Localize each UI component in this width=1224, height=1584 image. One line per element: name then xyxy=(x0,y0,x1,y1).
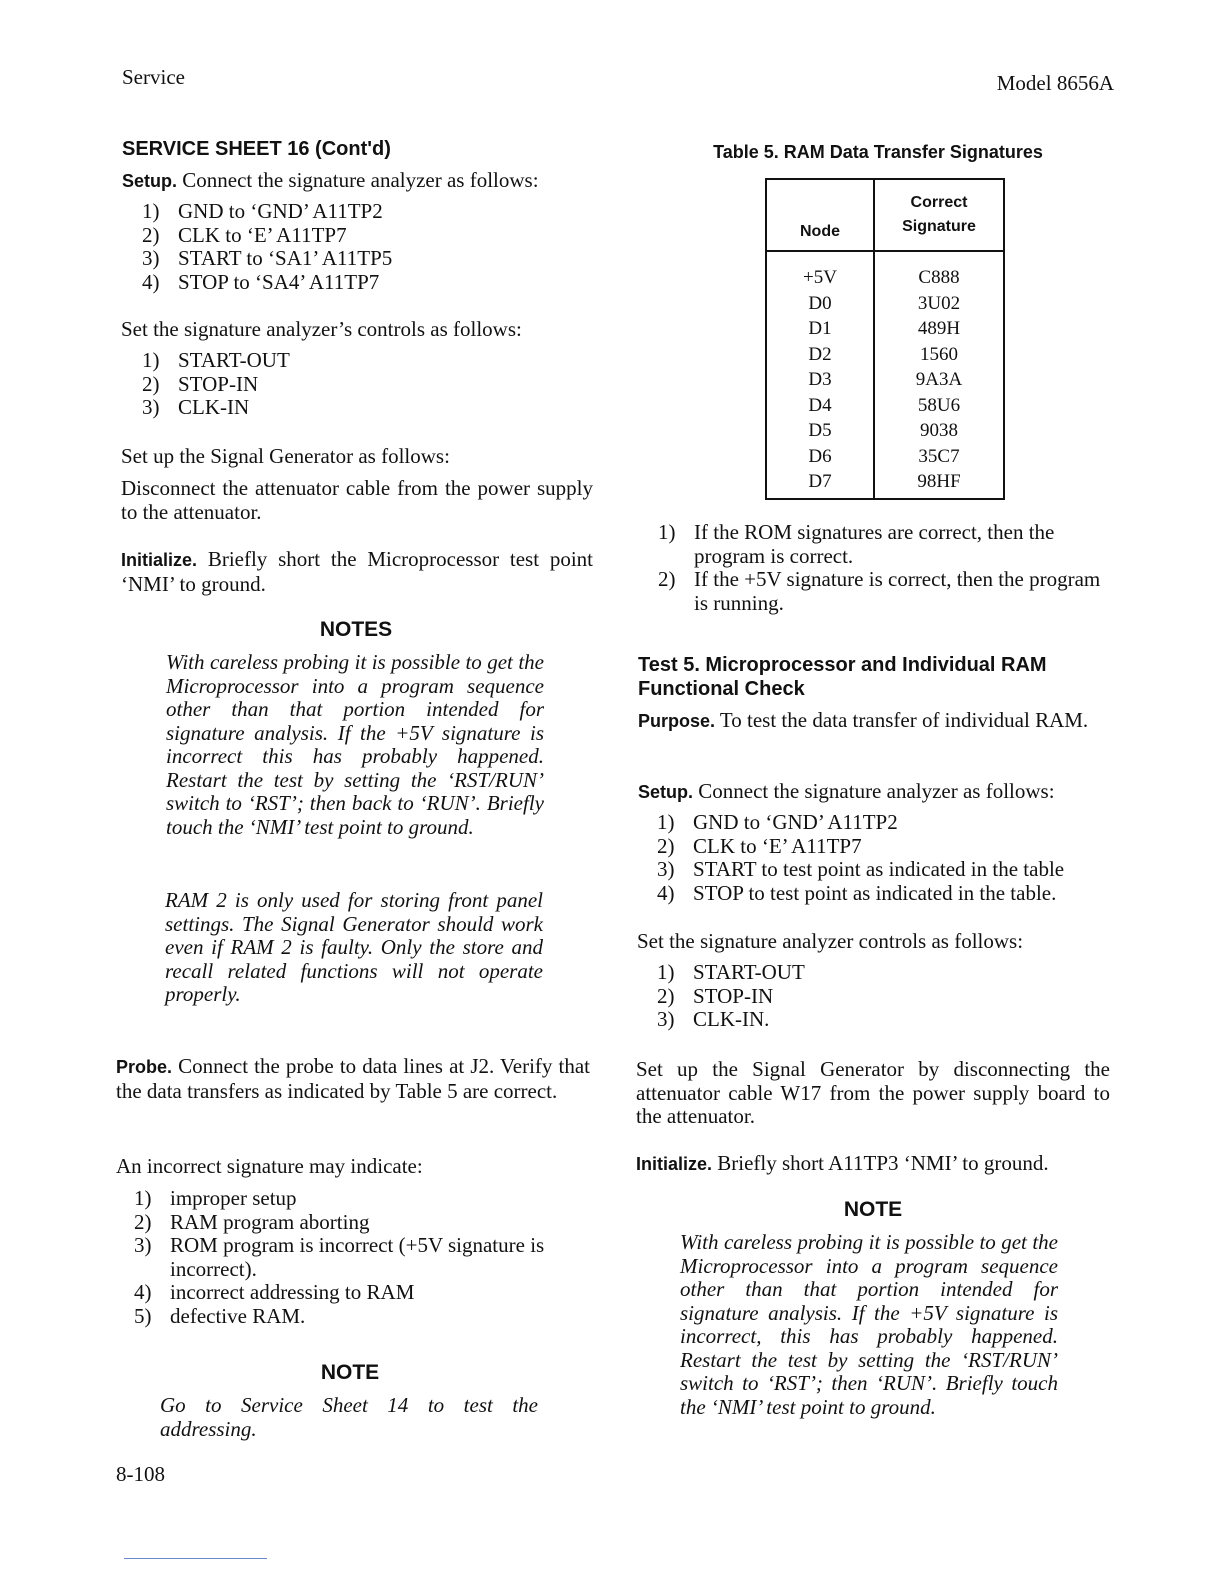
left-setup-item xyxy=(142,200,582,224)
list-text: If the ROM signatures are correct, then the program is correct. xyxy=(694,520,1055,568)
list-number: 1) xyxy=(142,348,160,372)
rom-signature-list xyxy=(658,521,1110,615)
right-setup-paragraph xyxy=(638,780,1112,805)
list-number: 1) xyxy=(657,810,675,834)
col-header-signature: Correct Signature xyxy=(874,179,1004,251)
table-row xyxy=(766,418,1004,444)
left-setup-list xyxy=(142,200,582,294)
signature-cell: 35C7 xyxy=(874,444,1004,470)
list-text: CLK-IN. xyxy=(693,1007,770,1031)
list-number: 1) xyxy=(658,520,676,544)
list-text: GND to ‘GND’ A11TP2 xyxy=(693,810,898,834)
left-controls-item xyxy=(142,349,582,373)
list-number: 1) xyxy=(134,1186,152,1210)
setup-text: Connect the signature analyzer as follows: xyxy=(182,168,539,192)
right-setup-item xyxy=(657,858,1113,882)
signature-cell: 3U02 xyxy=(874,291,1004,317)
node-cell: D5 xyxy=(766,418,874,444)
list-text: If the +5V signature is correct, then the program is running. xyxy=(694,567,1101,615)
left-initialize-paragraph xyxy=(121,548,593,596)
table-row xyxy=(766,291,1004,317)
note-careless-probing: With careless probing it is possible to get the Microprocessor into a program sequence other than that portion intended for signature analysis. If the +5V signature is incorrect this has probably happened. Restart the test by setting the ‘RST/RUN’ switch to ‘RST’; then back to ‘RUN’. Briefly touch the ‘NMI’ test point to ground. xyxy=(166,650,544,839)
signature-table xyxy=(765,178,1005,500)
list-text: START to test point as indicated in the table xyxy=(693,857,1065,881)
node-cell: D0 xyxy=(766,291,874,317)
table-row xyxy=(766,393,1004,419)
left-controls-item xyxy=(142,373,582,397)
signature-cell: 9A3A xyxy=(874,367,1004,393)
list-text: ROM program is incorrect (+5V signature is incorrect). xyxy=(170,1233,545,1281)
right-controls-item xyxy=(657,1008,1097,1032)
running-header-left: Service xyxy=(122,65,185,89)
list-number: 3) xyxy=(657,1007,675,1031)
incorrect-signature-list xyxy=(134,1187,590,1328)
list-number: 2) xyxy=(657,833,675,858)
left-setup-item xyxy=(142,271,582,295)
node-cell: +5V xyxy=(766,251,874,291)
right-setup-item xyxy=(657,835,1113,859)
incorrect-signature-item xyxy=(134,1211,590,1235)
node-cell: D6 xyxy=(766,444,874,470)
right-note-careless-probing: With careless probing it is possible to get the Microprocessor into a program sequence other than that portion intended for signature analysis. If the +5V signature is incorrect, this has probably happened. Restart the test by setting the ‘RST/RUN’ switch to ‘RST’; then ‘RUN’. Briefly touch the ‘NMI’ test point to ground. xyxy=(680,1230,1058,1419)
note-addressing: Go to Service Sheet 14 to test the addressing. xyxy=(160,1393,538,1441)
table-row xyxy=(766,316,1004,342)
right-controls-item xyxy=(657,961,1097,985)
right-initialize-text: Briefly short A11TP3 ‘NMI’ to ground. xyxy=(717,1151,1049,1175)
list-number: 4) xyxy=(657,880,675,905)
list-number: 3) xyxy=(134,1233,152,1257)
initialize-text: Briefly short the Microprocessor test point ‘NMI’ to ground. xyxy=(121,547,594,596)
list-text: STOP to test point as indicated in the table. xyxy=(693,880,1057,905)
list-number: 3) xyxy=(142,246,160,270)
list-number: 3) xyxy=(657,857,675,881)
left-setup-item xyxy=(142,224,582,248)
table-row xyxy=(766,469,1004,499)
right-initialize-label: Initialize. xyxy=(636,1154,713,1174)
initialize-label: Initialize. xyxy=(121,550,198,570)
rom-signature-item xyxy=(658,521,1110,568)
section-title: SERVICE SHEET 16 (Cont'd) xyxy=(122,138,391,160)
signature-cell: 1560 xyxy=(874,342,1004,368)
list-number: 2) xyxy=(142,222,160,247)
test5-title: Test 5. Microprocessor and Individual RAM Functional Check xyxy=(638,654,1047,700)
right-siggen-text: Set up the Signal Generator by disconnecting the attenuator cable W17 from the power supply board to the attenuator. xyxy=(636,1057,1110,1128)
signature-cell: C888 xyxy=(874,251,1004,291)
note-title: NOTE xyxy=(320,1361,380,1384)
list-number: 2) xyxy=(142,371,160,396)
list-text: CLK to ‘E’ A11TP7 xyxy=(693,833,862,858)
notes-title: NOTES xyxy=(319,618,393,641)
list-number: 2) xyxy=(658,567,676,591)
list-text: STOP to ‘SA4’ A11TP7 xyxy=(178,269,380,294)
incorrect-signature-text: An incorrect signature may indicate: xyxy=(116,1154,423,1178)
list-text: improper setup xyxy=(170,1186,297,1210)
left-setup-item xyxy=(142,247,582,271)
probe-label: Probe. xyxy=(116,1057,173,1077)
list-number: 3) xyxy=(142,395,160,419)
left-setup-paragraph xyxy=(122,169,596,194)
right-setup-label: Setup. xyxy=(638,782,694,802)
left-controls-text: Set the signature analyzer’s controls as follows: xyxy=(121,317,522,341)
purpose-text: To test the data transfer of individual RAM. xyxy=(719,708,1089,732)
left-controls-item xyxy=(142,396,582,420)
incorrect-signature-item xyxy=(134,1187,590,1211)
incorrect-signature-item xyxy=(134,1305,590,1329)
purpose-label: Purpose. xyxy=(638,711,716,731)
signature-cell: 58U6 xyxy=(874,393,1004,419)
table-header-row xyxy=(766,179,1004,251)
purpose-paragraph xyxy=(638,709,1110,734)
list-text: START-OUT xyxy=(178,348,290,372)
list-number: 4) xyxy=(134,1280,152,1304)
note-ram2: RAM 2 is only used for storing front panel settings. The Signal Generator should work even if RAM 2 is faulty. Only the store and recall related functions will not operate properly. xyxy=(165,888,543,1006)
left-controls-list xyxy=(142,349,582,420)
list-text: STOP-IN xyxy=(178,371,259,396)
right-controls-text: Set the signature analyzer controls as follows: xyxy=(637,929,1024,953)
footer-rule xyxy=(124,1558,267,1559)
list-text: GND to ‘GND’ A11TP2 xyxy=(178,199,383,223)
node-cell: D7 xyxy=(766,469,874,499)
list-text: STOP-IN xyxy=(693,983,774,1008)
list-text: START to ‘SA1’ A11TP5 xyxy=(178,246,393,270)
page-number: 8-108 xyxy=(116,1462,165,1486)
table-row xyxy=(766,367,1004,393)
right-setup-text: Connect the signature analyzer as follows: xyxy=(698,779,1055,803)
right-controls-list xyxy=(657,961,1097,1032)
right-setup-item xyxy=(657,882,1113,906)
right-controls-item xyxy=(657,985,1097,1009)
list-number: 1) xyxy=(142,199,160,223)
node-cell: D4 xyxy=(766,393,874,419)
setup-label: Setup. xyxy=(122,171,178,191)
list-number: 4) xyxy=(142,269,160,294)
right-setup-list xyxy=(657,811,1113,905)
col-header-node: Node xyxy=(766,179,874,251)
left-siggen-text: Set up the Signal Generator as follows: xyxy=(121,444,450,468)
right-initialize-paragraph xyxy=(636,1152,1110,1177)
table-row xyxy=(766,342,1004,368)
right-setup-item xyxy=(657,811,1113,835)
signature-cell: 98HF xyxy=(874,469,1004,499)
right-note-title: NOTE xyxy=(843,1198,903,1221)
probe-paragraph xyxy=(116,1055,590,1103)
list-number: 2) xyxy=(134,1209,152,1234)
list-number: 1) xyxy=(657,960,675,984)
table-row xyxy=(766,444,1004,470)
list-text: CLK-IN xyxy=(178,395,250,419)
probe-text: Connect the probe to data lines at J2. Verify that the data transfers as indicated by Table 5 are correct. xyxy=(116,1054,591,1103)
node-cell: D3 xyxy=(766,367,874,393)
list-text: incorrect addressing to RAM xyxy=(170,1280,415,1304)
rom-signature-item xyxy=(658,568,1110,615)
left-disconnect-text: Disconnect the attenuator cable from the power supply to the attenuator. xyxy=(121,476,593,524)
running-header-right: Model 8656A xyxy=(996,71,1114,95)
list-number: 2) xyxy=(657,983,675,1008)
table-row xyxy=(766,251,1004,291)
list-number: 5) xyxy=(134,1303,152,1328)
incorrect-signature-item xyxy=(134,1234,590,1281)
signature-cell: 489H xyxy=(874,316,1004,342)
list-text: defective RAM. xyxy=(170,1303,306,1328)
incorrect-signature-item xyxy=(134,1281,590,1305)
list-text: CLK to ‘E’ A11TP7 xyxy=(178,222,347,247)
signature-cell: 9038 xyxy=(874,418,1004,444)
node-cell: D1 xyxy=(766,316,874,342)
node-cell: D2 xyxy=(766,342,874,368)
table-title: Table 5. RAM Data Transfer Signatures xyxy=(713,142,1043,162)
list-text: RAM program aborting xyxy=(170,1209,370,1234)
list-text: START-OUT xyxy=(693,960,805,984)
